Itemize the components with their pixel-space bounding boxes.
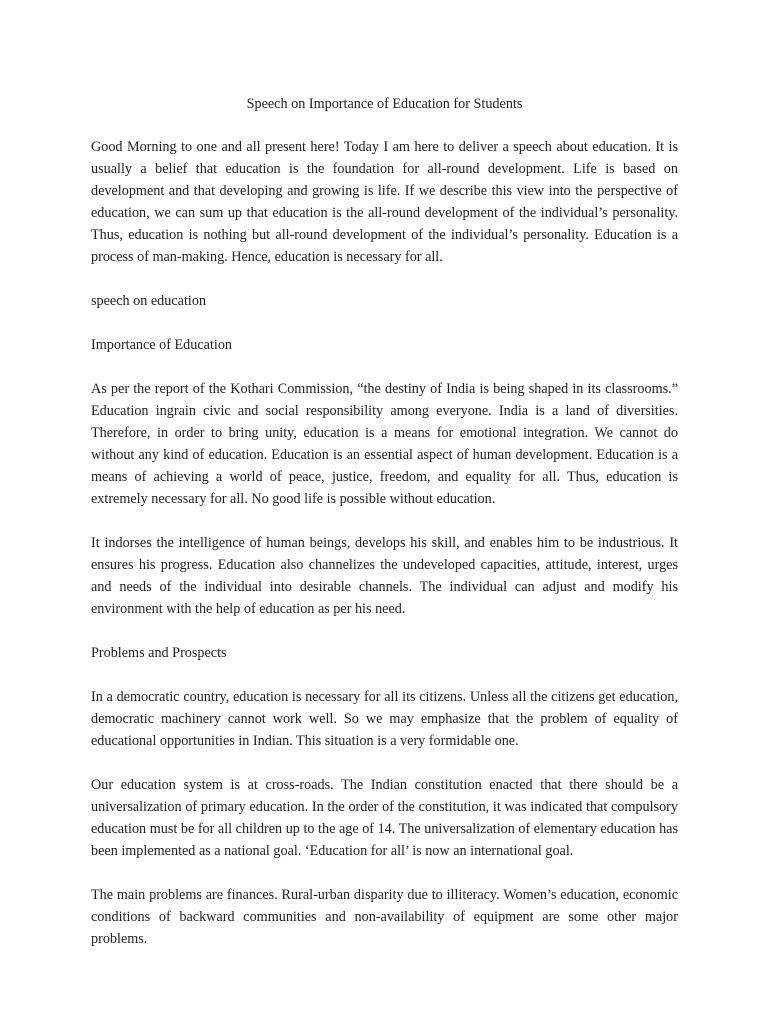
paragraph-intelligence: It indorses the intelligence of human beings, develops his skill, and enables him to be industrious. It ensures his progress. Education also channelizes the undeveloped capacities, attitude, interest, urges and needs of the individual into desirable channels. The individual can adjust and modify his environment with the help of education as per his need.	[91, 535, 678, 617]
section-heading-problems: Problems and Prospects	[91, 645, 227, 661]
paragraph-cross-roads: Our education system is at cross-roads. The Indian constitution enacted that there should be a universalization of primary education. In the order of the constitution, it was indicated that compulsory education must be for all children up to the age of 14. The universalization of elementary education has been implemented as a national goal. ‘Education for all’ is now an international goal.	[91, 777, 678, 859]
document-body	[91, 93, 678, 972]
paragraph-main-problems: The main problems are finances. Rural-urban disparity due to illiteracy. Women’s education, economic conditions of backward communities and non-availability of equipment are some other major problems.	[91, 887, 678, 947]
paragraph-introduction: Good Morning to one and all present here! Today I am here to deliver a speech about education. It is usually a belief that education is the foundation for all-round development. Life is based on development and that developing and growing is life. If we describe this view into the perspective of education, we can sum up that education is the all-round development of the individual’s personality. Thus, education is nothing but all-round development of the individual’s personality. Education is a process of man-making. Hence, education is necessary for all.	[91, 139, 678, 265]
paragraph-democratic-country: In a democratic country, education is necessary for all its citizens. Unless all the citizens get education, democratic machinery cannot work well. So we may emphasize that the problem of equality of educational opportunities in Indian. This situation is a very formidable one.	[91, 689, 678, 749]
paragraph-kothari-commission: As per the report of the Kothari Commission, “the destiny of India is being shaped in its classrooms.” Education ingrain civic and social responsibility among everyone. India is a land of diversities. Therefore, in order to bring unity, education is a means for emotional integration. We cannot do without any kind of education. Education is an essential aspect of human development. Education is a means of achieving a world of peace, justice, freedom, and equality for all. Thus, education is extremely necessary for all. No good life is possible without education.	[91, 381, 678, 507]
section-heading-importance: Importance of Education	[91, 337, 233, 353]
document-title: Speech on Importance of Education for Students	[246, 96, 523, 112]
caption-speech-on-education: speech on education	[91, 293, 207, 309]
